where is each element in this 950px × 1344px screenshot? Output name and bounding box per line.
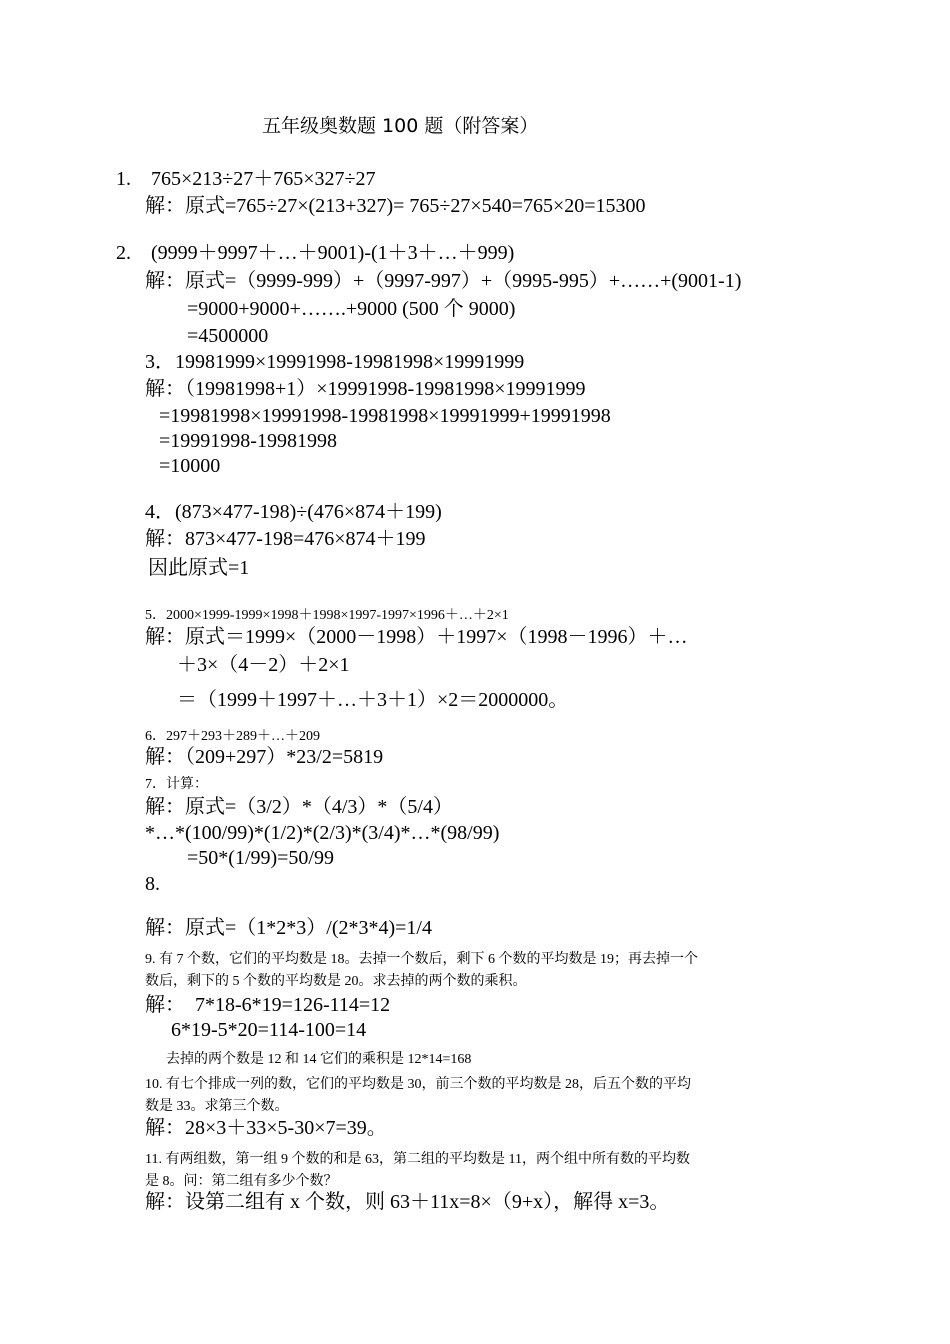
problem-11-line-2: 是 8。问：第二组有多少个数？ [145, 1174, 338, 1189]
solution-3-line-2: =19981998×19991998-19981998×19991999+19991998 [159, 405, 611, 427]
solution-8: 解：原式=（1*2*3）/(2*3*4)=1/4 [145, 917, 432, 939]
problem-2: 2. (9999＋9997＋…＋9001)-(1＋3＋…＋999) [116, 242, 515, 264]
solution-7-line-2: *…*(100/99)*(1/2)*(2/3)*(3/4)*…*(98/99) [145, 822, 500, 844]
solution-6: 解：（209+297）*23/2=5819 [145, 746, 384, 768]
solution-3-line-3: =19991998-19981998 [159, 430, 337, 452]
solution-11: 解：设第二组有 x 个数，则 63＋11x=8×（9+x），解得 x=3。 [145, 1191, 670, 1213]
solution-7-line-3: =50*(1/99)=50/99 [187, 847, 334, 869]
solution-2-line-1: 解：原式=（9999-999）+（9997-997）+（9995-995）+……+(9001-1) [145, 270, 742, 292]
solution-3-line-1: 解：（19981998+1）×19991998-19981998×19991999 [145, 378, 586, 400]
problem-11-line-1: 11. 有两组数，第一组 9 个数的和是 63，第二组的平均数是 11，两个组中所有数的平均数 [145, 1152, 690, 1167]
problem-3: 3．19981999×19991998-19981998×19991999 [145, 351, 525, 373]
solution-3-line-4: =10000 [159, 455, 221, 477]
problem-1: 1. 765×213÷27＋765×327÷27 [116, 168, 376, 190]
problem-7: 7．计算： [145, 777, 208, 792]
solution-9-line-2: 6*19-5*20=114-100=14 [171, 1019, 367, 1041]
problem-4: 4．(873×477-198)÷(476×874＋199) [145, 501, 442, 523]
solution-2-line-2: =9000+9000+…….+9000 (500 个 9000) [187, 298, 516, 320]
problem-8: 8. [145, 873, 160, 895]
solution-4-line-2: 因此原式=1 [148, 557, 250, 579]
solution-4-line-1: 解：873×477-198=476×874＋199 [145, 528, 426, 550]
problem-5: 5．2000×1999-1999×1998＋1998×1997-1997×1996＋…＋2×1 [145, 608, 509, 623]
solution-1: 解：原式=765÷27×(213+327)= 765÷27×540=765×20=15300 [145, 195, 646, 217]
solution-5-line-1: 解：原式＝1999×（2000－1998）＋1997×（1998－1996）＋… [145, 626, 688, 648]
problem-9-line-2: 数后，剩下的 5 个数的平均数是 20。求去掉的两个数的乘积。 [145, 974, 527, 989]
solution-9-line-3: 去掉的两个数是 12 和 14 它们的乘积是 12*14=168 [166, 1052, 472, 1067]
solution-10: 解：28×3＋33×5-30×7=39。 [145, 1117, 387, 1139]
problem-9-line-1: 9. 有 7 个数，它们的平均数是 18。去掉一个数后，剩下 6 个数的平均数是 19；再去掉一个 [145, 952, 698, 967]
solution-5-line-2: ＋3×（4－2）＋2×1 [177, 654, 350, 676]
solution-2-line-3: =4500000 [187, 325, 269, 347]
solution-5-line-3: ＝（1999＋1997＋…＋3＋1）×2＝2000000。 [177, 689, 569, 711]
problem-10-line-1: 10. 有七个排成一列的数，它们的平均数是 30，前三个数的平均数是 28，后五个数的平均 [145, 1077, 691, 1092]
solution-9-line-1: 解： 7*18-6*19=126-114=12 [145, 994, 391, 1016]
page-title: 五年级奥数题 100 题（附答案） [262, 115, 539, 137]
problem-10-line-2: 数是 33。求第三个数。 [145, 1099, 289, 1114]
problem-6: 6．297＋293＋289＋…＋209 [145, 729, 320, 744]
solution-7-line-1: 解：原式=（3/2）*（4/3）*（5/4） [145, 796, 453, 818]
